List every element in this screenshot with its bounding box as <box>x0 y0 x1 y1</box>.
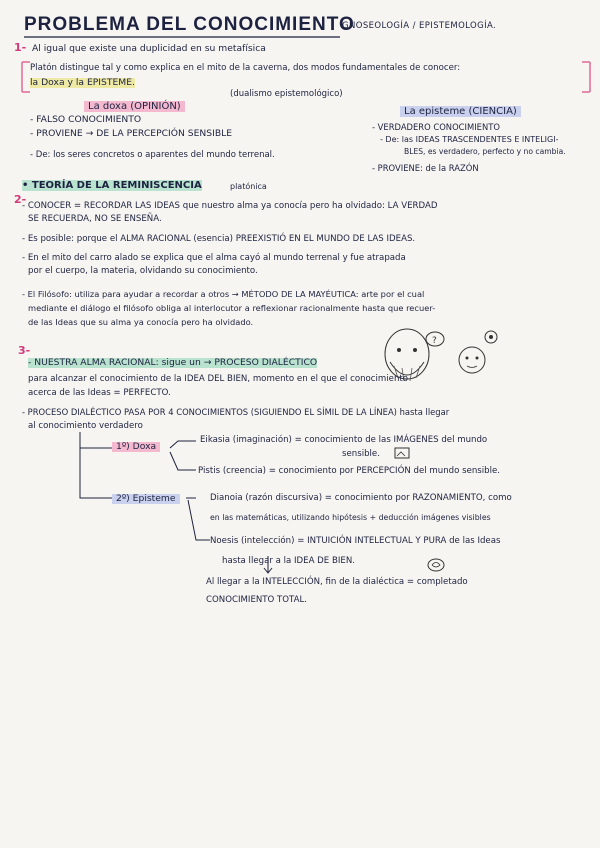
episteme-item-1: - VERDADERO CONOCIMIENTO <box>372 122 500 132</box>
eikasia-line-2: sensible. <box>342 449 380 459</box>
s1-line-1: Al igual que existe una duplicidad en su metafísica <box>32 43 266 54</box>
s1-line-2: Platón distingue tal y como explica en el mito de la caverna, dos modos fundamentales de conocer: <box>30 63 461 73</box>
final-line-1: Al llegar a la INTELECCIÓN, fin de la dialéctica = completado <box>206 577 468 587</box>
section-number-2: 2- <box>14 193 27 206</box>
reminiscence-heading: • TEORÍA DE LA REMINISCENCIA <box>22 180 202 191</box>
s1-line-3: la Doxa y la EPISTEME. <box>30 77 135 88</box>
doxa-branch-label: 1º) Doxa <box>112 442 160 452</box>
dianoia-line-1: Dianoia (razón discursiva) = conocimiento por RAZONAMIENTO, como <box>210 493 512 503</box>
doxa-heading: La doxa (OPINIÓN) <box>84 101 185 112</box>
episteme-item-4: - PROVIENE: de la RAZÓN <box>372 163 479 173</box>
eikasia-line-1: Eikasia (imaginación) = conocimiento de las IMÁGENES del mundo <box>200 435 488 445</box>
thought-bubble-icon <box>424 330 446 350</box>
dianoia-line-2: en las matemáticas, utilizando hipótesis + deducción imágenes visibles <box>210 513 491 522</box>
idea-doodle-icon <box>482 328 500 346</box>
s3-line-1: - NUESTRA ALMA RACIONAL: sigue un → PROCESO DIALÉCTICO <box>28 357 318 368</box>
pistis-line: Pistis (creencia) = conocimiento por PERCEPCIÓN del mundo sensible. <box>198 466 501 476</box>
s2-line-3: - Es posible: porque el ALMA RACIONAL (esencia) PREEXISTIÓ EN EL MUNDO DE LAS IDEAS. <box>22 234 416 244</box>
page-subtitle: GNOSEOLOGÍA / EPISTEMOLOGÍA. <box>342 21 497 31</box>
s2-line-7: mediante el diálogo el filósofo obliga al interlocutor a reflexionar racionalmente hasta que recuer- <box>28 303 436 313</box>
s3-line-2: para alcanzar el conocimiento de la IDEA DEL BIEN, momento en el que el conocimiento <box>28 374 409 384</box>
s2-line-2: SE RECUERDA, NO SE ENSEÑA. <box>28 214 162 224</box>
episteme-item-2: - De: las IDEAS TRASCENDENTES E INTELIGI- <box>380 135 559 144</box>
doxa-item-2: - PROVIENE → DE LA PERCEPCIÓN SENSIBLE <box>30 128 233 139</box>
noesis-line-2: hasta llegar a la IDEA DE BIEN. <box>222 556 355 566</box>
student-sketch-icon <box>452 342 496 378</box>
s2-line-6: - El Filósofo: utiliza para ayudar a recordar a otros → MÉTODO DE LA MAYÉUTICA: arte por el cual <box>22 289 425 299</box>
rose-doodle-icon <box>426 557 446 573</box>
image-sketch-icon <box>394 447 412 459</box>
s2-line-8: de las Ideas que su alma ya conocía pero ha olvidado. <box>28 317 254 327</box>
reminiscence-note: platónica <box>230 182 267 191</box>
doxa-item-1: - FALSO CONOCIMIENTO <box>30 114 142 125</box>
episteme-branch-label: 2º) Episteme <box>112 494 180 504</box>
svg-text:?: ? <box>432 336 437 346</box>
doxa-item-3: - De: los seres concretos o aparentes del mundo terrenal. <box>30 150 275 160</box>
section-number-3: 3- <box>18 344 31 357</box>
s2-line-1: - CONOCER = RECORDAR LAS IDEAS que nuestro alma ya conocía pero ha olvidado: LA VERDAD <box>22 201 438 211</box>
s3-line-3: acerca de las Ideas = PERFECTO. <box>28 388 171 398</box>
s2-line-4: - En el mito del carro alado se explica que el alma cayó al mundo terrenal y fue atrapada <box>22 253 406 263</box>
s3-line-5: al conocimiento verdadero <box>28 421 143 431</box>
s2-line-5: por el cuerpo, la materia, olvidando su conocimiento. <box>28 266 258 276</box>
final-line-2: CONOCIMIENTO TOTAL. <box>206 595 308 605</box>
page-title: PROBLEMA DEL CONOCIMIENTO <box>24 14 355 35</box>
episteme-heading: La episteme (CIENCIA) <box>400 106 521 117</box>
s3-line-4: - PROCESO DIALÉCTICO PASA POR 4 CONOCIMIENTOS (SIGUIENDO EL SÍMIL DE LA LÍNEA) hasta llegar <box>22 407 450 417</box>
dualism-note: (dualismo epistemológico) <box>230 89 343 99</box>
episteme-item-3: BLES, es verdadero, perfecto y no cambia. <box>404 147 566 156</box>
noesis-line-1: Noesis (intelección) = INTUICIÓN INTELECTUAL Y PURA de las Ideas <box>210 536 501 546</box>
section-number-1: 1- <box>14 41 27 54</box>
